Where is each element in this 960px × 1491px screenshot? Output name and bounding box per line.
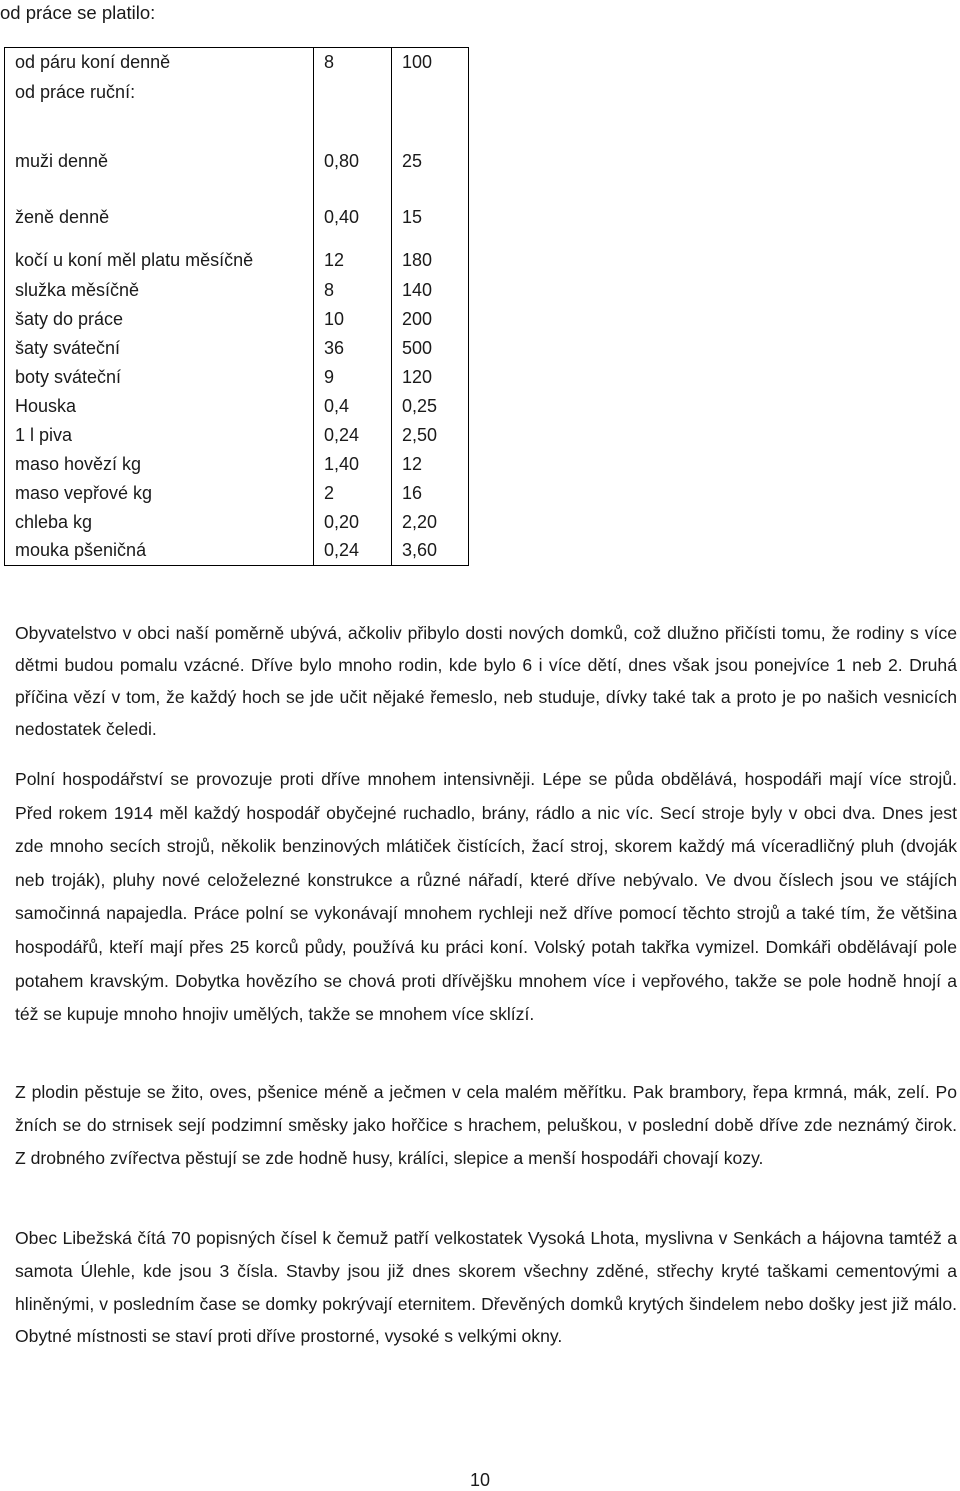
table-cell-value-1: 1,40 <box>314 450 392 479</box>
table-cell-item-label: chleba kg <box>5 508 314 537</box>
table-row <box>5 363 469 392</box>
table-cell-item-label: od páru koní denně <box>5 48 314 78</box>
paragraph-village: Obec Libežská čítá 70 popisných čísel k čemuž patří velkostatek Vysoká Lhota, myslivna v Senkách a hájovna tamtéž a samota Úlehle, kde jsou 3 čísla. Stavby jsou již dnes skorem všechny zděné, střechy kryté taškami cementovými a hliněnými, v posledním čase se domky pokrývají eternitem. Dřevěných domků krytých šindelem nebo došky jest již málo. Obytné místnosti se staví proti dříve prostorné, vysoké s velkými okny. <box>15 1228 957 1347</box>
table-row <box>5 450 469 479</box>
table-cell-item-label: ženě denně <box>5 190 314 246</box>
table-cell-value-1: 0,24 <box>314 421 392 450</box>
table-cell-value-2: 2,50 <box>392 421 469 450</box>
table-row <box>5 334 469 363</box>
table-row <box>5 190 469 246</box>
table-cell-item-label: od práce ruční: <box>5 78 314 134</box>
table-cell-value-2: 140 <box>392 276 469 305</box>
paragraph-crops: Z plodin pěstuje se žito, oves, pšenice méně a ječmen v cela malém měřítku. Pak brambory, řepa krmná, mák, zelí. Po žních se do strnisek sejí podzimní směsky jako hořčice s hrachem, peluškou, v poslední době dříve zde neznámý čirok. Z drobného zvířectva pěstují se zde hodně husy, králíci, slepice a menší hospodáři chovají kozy. <box>15 1082 957 1168</box>
table-cell-value-2 <box>392 78 469 134</box>
table-row <box>5 537 469 566</box>
table-cell-value-1 <box>314 78 392 134</box>
table-cell-value-1: 0,80 <box>314 134 392 190</box>
table-cell-item-label: šaty sváteční <box>5 334 314 363</box>
table-row <box>5 392 469 421</box>
table-cell-value-2: 500 <box>392 334 469 363</box>
page-number: 10 <box>469 1470 491 1490</box>
table-cell-value-2: 0,25 <box>392 392 469 421</box>
table-cell-value-1: 10 <box>314 305 392 334</box>
price-table <box>4 47 469 566</box>
table-cell-value-1: 0,20 <box>314 508 392 537</box>
table-cell-item-label: 1 l piva <box>5 421 314 450</box>
table-row <box>5 276 469 305</box>
table-cell-value-2: 12 <box>392 450 469 479</box>
table-row <box>5 305 469 334</box>
table-row <box>5 508 469 537</box>
table-row <box>5 479 469 508</box>
table-cell-value-1: 0,40 <box>314 190 392 246</box>
table-cell-value-1: 2 <box>314 479 392 508</box>
table-cell-value-2: 3,60 <box>392 537 469 566</box>
table-row <box>5 421 469 450</box>
table-cell-item-label: mouka pšeničná <box>5 537 314 566</box>
table-cell-value-1: 0,24 <box>314 537 392 566</box>
table-row <box>5 48 469 78</box>
table-cell-value-2: 200 <box>392 305 469 334</box>
table-cell-item-label: šaty do práce <box>5 305 314 334</box>
table-cell-value-2: 25 <box>392 134 469 190</box>
table-cell-item-label: muži denně <box>5 134 314 190</box>
table-cell-value-2: 16 <box>392 479 469 508</box>
table-cell-value-1: 36 <box>314 334 392 363</box>
table-cell-item-label: maso hovězí kg <box>5 450 314 479</box>
table-cell-item-label: boty sváteční <box>5 363 314 392</box>
table-cell-value-1: 12 <box>314 246 392 276</box>
table-cell-value-2: 180 <box>392 246 469 276</box>
table-cell-item-label: Houska <box>5 392 314 421</box>
table-cell-value-2: 15 <box>392 190 469 246</box>
table-cell-value-1: 0,4 <box>314 392 392 421</box>
table-cell-value-1: 9 <box>314 363 392 392</box>
paragraph-population: Obyvatelstvo v obci naší poměrně ubývá, ačkoliv přibylo dosti nových domků, což dlužno přičísti tomu, že rodiny s více dětmi budou pomalu vzácné. Dříve bylo mnoho rodin, kde bylo 6 i více dětí, dnes však jsou ponejvíce 1 neb 2. Druhá příčina vězí v tom, že každý hoch se jde učit nějaké řemeslo, neb studuje, dívky také tak a proto je po našich vesnicích nedostatek čeledi. <box>15 623 957 739</box>
section-heading: od práce se platilo: <box>0 2 156 23</box>
table-cell-item-label: služka měsíčně <box>5 276 314 305</box>
table-row <box>5 78 469 134</box>
table-cell-value-2: 100 <box>392 48 469 78</box>
table-cell-value-2: 2,20 <box>392 508 469 537</box>
paragraph-agriculture: Polní hospodářství se provozuje proti dříve mnohem intensivněji. Lépe se půda obdělává, hospodáři mají více strojů. Před rokem 1914 měl každý hospodář obyčejné ruchadlo, brány, rádlo a nic víc. Secí stroje byly v obci dva. Dnes jest zde mnoho secích strojů, několik benzinových mlátiček čistících, žací stroj, skorem každý má víceradličný pluh (dvoják neb troják), pluhy nové celoželezné konstrukce a různé nářadí, které dříve nebývalo. Ve dvou číslech jsou ve stájích samočinná napajedla. Práce polní se vykonávají mnohem rychleji než dříve pomocí těchto strojů a také tím, že většina hospodářů, kteří mají přes 25 korců půdy, používá ku práci koní. Volský potah takřka vymizel. Domkáři obdělávají pole potahem kravským. Dobytka hovězího se chová proti dřívějšku mnohem více i vepřového, takže se pole hodně hnojí a též se kupuje mnoho hnojiv umělých, takže se mnohem více sklízí. <box>15 769 957 1025</box>
table-cell-value-1: 8 <box>314 48 392 78</box>
table-row <box>5 246 469 276</box>
table-cell-value-2: 120 <box>392 363 469 392</box>
table-cell-value-1: 8 <box>314 276 392 305</box>
table-cell-item-label: kočí u koní měl platu měsíčně <box>5 246 314 276</box>
table-row <box>5 134 469 190</box>
table-cell-item-label: maso vepřové kg <box>5 479 314 508</box>
